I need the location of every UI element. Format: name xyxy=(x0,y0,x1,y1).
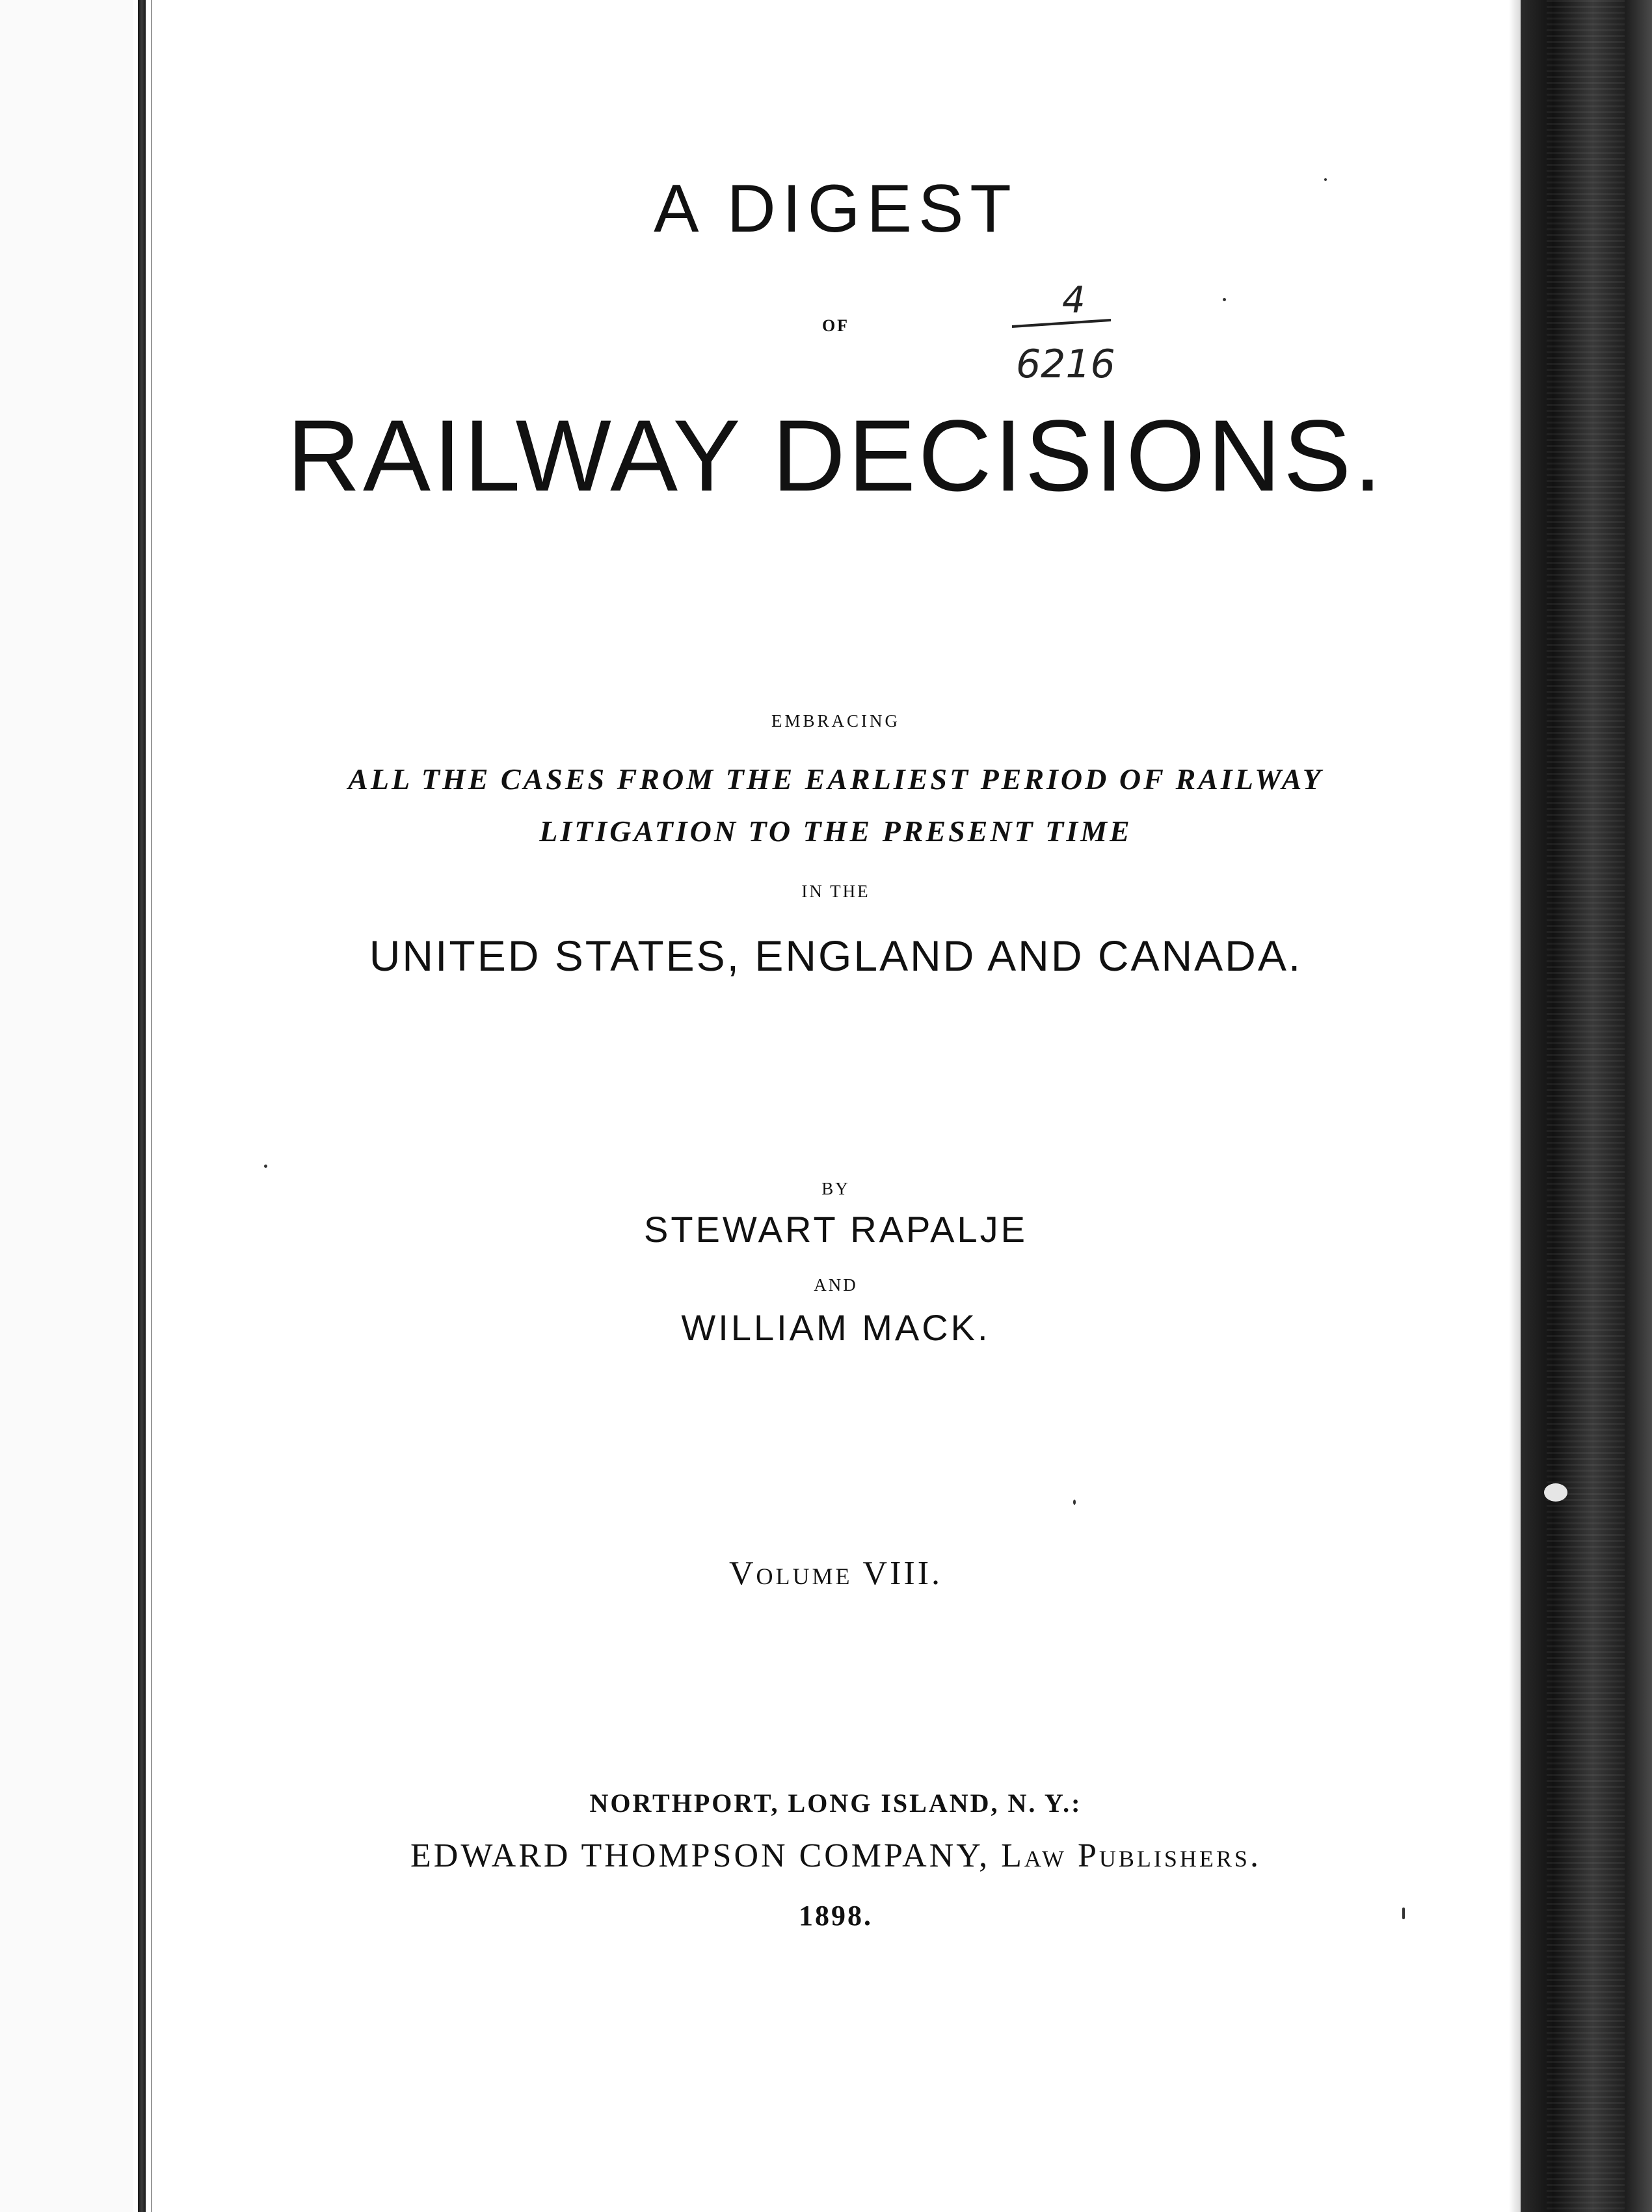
embracing-label: EMBRACING xyxy=(771,711,900,731)
gutter-shadow xyxy=(151,0,152,2212)
imprint-place: NORTHPORT, LONG ISLAND, N. Y.: xyxy=(589,1788,1082,1818)
facing-page-edge xyxy=(0,0,133,2212)
imprint-year: 1898. xyxy=(799,1900,873,1932)
subtitle-line-1: ALL THE CASES FROM THE EARLIEST PERIOD OF RAILWAY xyxy=(348,762,1324,796)
scan-speck xyxy=(1073,1500,1076,1505)
in-the-label: IN THE xyxy=(801,882,870,901)
handwritten-numerator: 4 xyxy=(1062,279,1086,321)
book-gutter xyxy=(138,0,146,2212)
handwritten-denominator: 6216 xyxy=(1016,342,1115,387)
scan-speck xyxy=(264,1165,267,1168)
author-2: WILLIAM MACK. xyxy=(681,1307,991,1348)
title-line-2: RAILWAY DECISIONS. xyxy=(287,399,1385,513)
imprint-publisher: EDWARD THOMPSON COMPANY, Law Publishers. xyxy=(410,1837,1261,1874)
book-cover-edge xyxy=(1521,0,1652,2212)
handwritten-call-number xyxy=(1007,273,1156,387)
countries-line: UNITED STATES, ENGLAND AND CANADA. xyxy=(369,932,1303,980)
author-1: STEWART RAPALJE xyxy=(643,1209,1028,1250)
scan-speck xyxy=(1544,1483,1567,1502)
scan-speck xyxy=(1402,1908,1405,1919)
fraction-line xyxy=(1012,320,1111,327)
and-label: AND xyxy=(814,1275,858,1295)
subtitle-line-2: LITIGATION TO THE PRESENT TIME xyxy=(539,815,1132,848)
scan-speck xyxy=(1223,298,1226,301)
title-of: OF xyxy=(821,316,850,335)
scan-speck xyxy=(1324,178,1327,181)
volume-label: Volume VIII. xyxy=(728,1555,943,1592)
title-line-1: A DIGEST xyxy=(654,171,1018,247)
by-label: BY xyxy=(821,1179,850,1198)
